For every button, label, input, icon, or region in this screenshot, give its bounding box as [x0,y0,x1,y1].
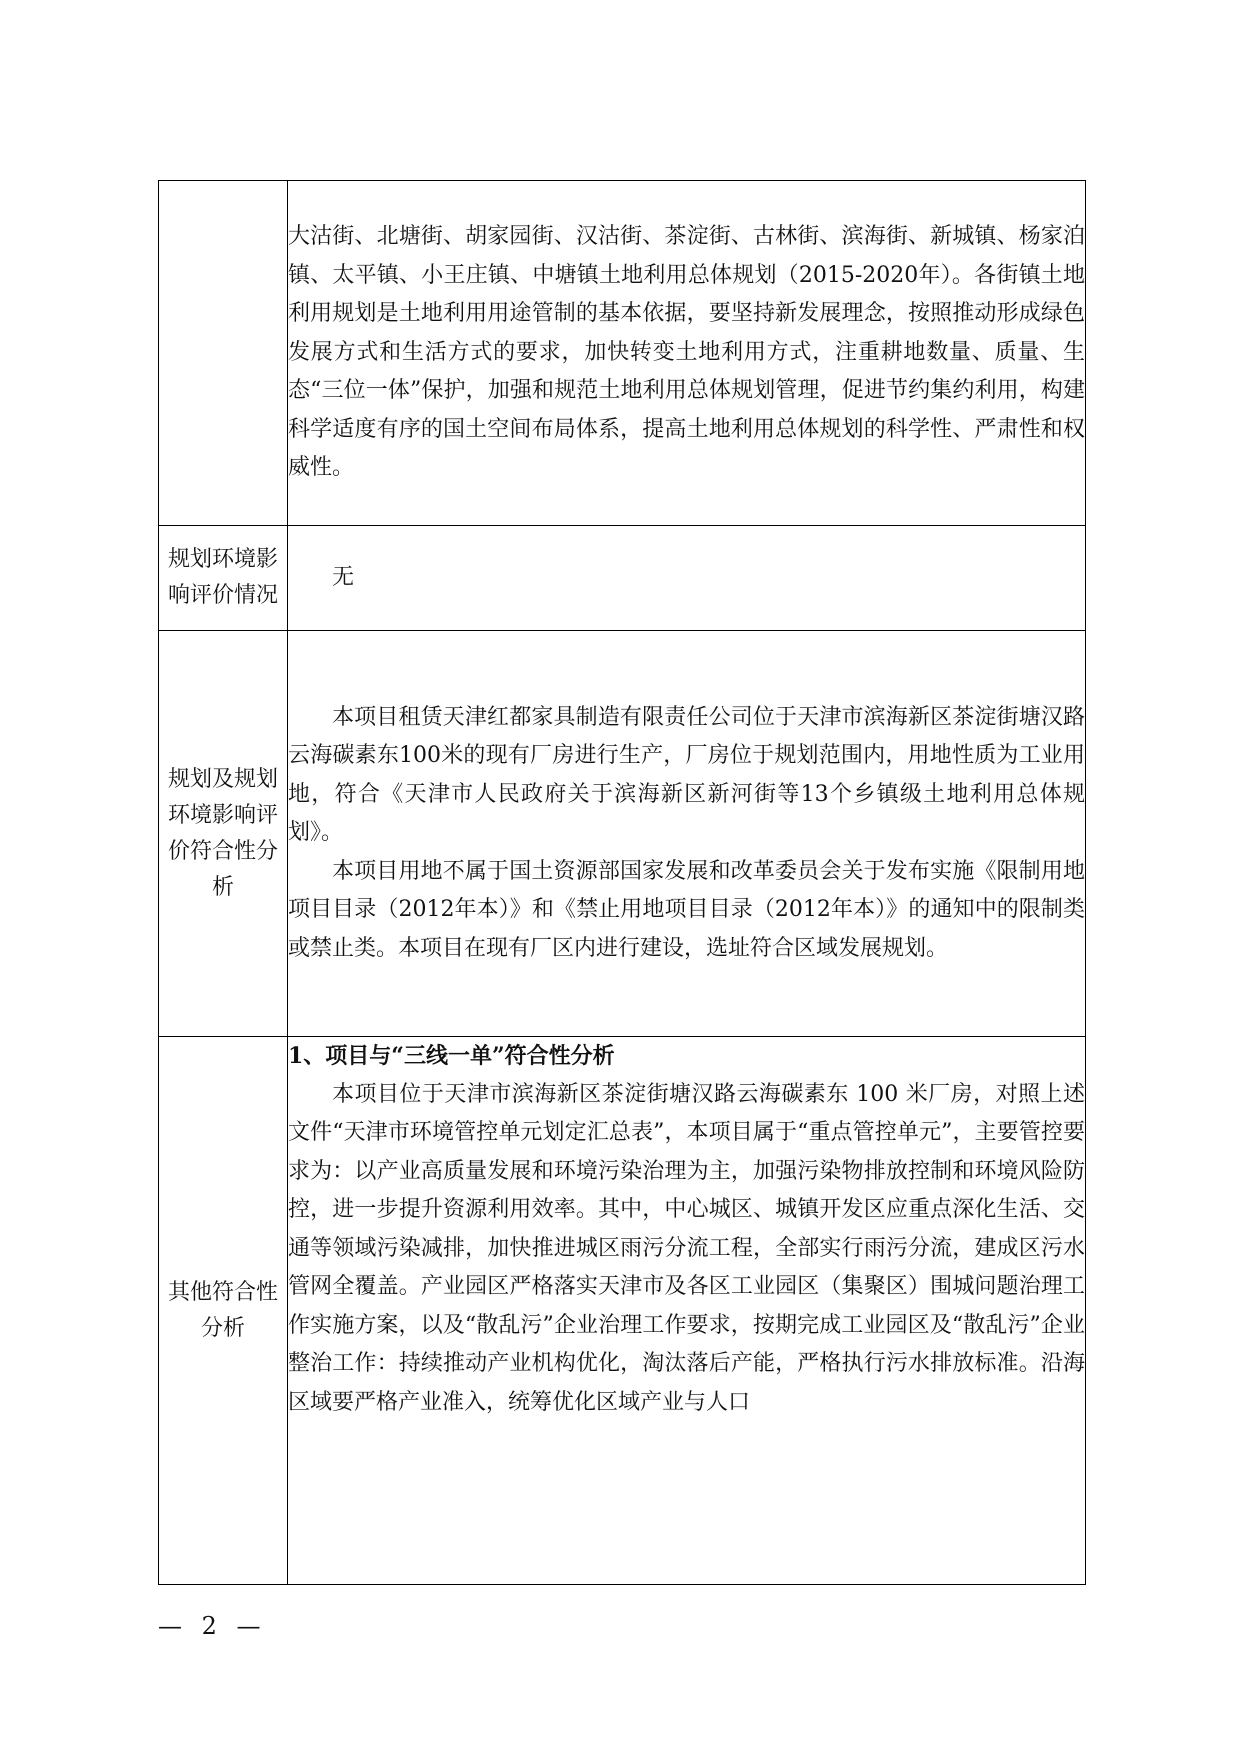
content-table [158,180,1086,1585]
row-label: 规划及规划环境影响评价符合性分析 [159,631,288,1037]
table-row [159,526,1086,631]
table-row [159,1037,1086,1585]
paragraph: 本项目用地不属于国土资源部国家发展和改革委员会关于发布实施《限制用地项目目录（2012年本）》和《禁止用地项目目录（2012年本）》的通知中的限制类或禁止类。本项目在现有厂区内进行建设，选址符合区域发展规划。 [288,858,1085,961]
row-content [288,181,1086,526]
row-label: 规划环境影响评价情况 [159,526,288,631]
row-label: 其他符合性分析 [159,1037,288,1585]
row-content [288,526,1086,631]
section-heading: 1、项目与“三线一单”符合性分析 [288,1043,615,1069]
page-number: — 2 — [158,1612,267,1640]
table-row [159,631,1086,1037]
paragraph: 本项目位于天津市滨海新区茶淀街塘汉路云海碳素东 100 米厂房，对照上述文件“天津市环境管控单元划定汇总表”，本项目属于“重点管控单元”，主要管控要求为：以产业高质量发展和环境污染治理为主，加强污染物排放控制和环境风险防控，进一步提升资源利用效率。其中，中心城区、城镇开发区应重点深化生活、交通等领域污染减排，加快推进城区雨污分流工程，全部实行雨污分流，建成区污水管网全覆盖。产业园区严格落实天津市及各区工业园区（集聚区）围城问题治理工作实施方案，以及“散乱污”企业治理工作要求，按期完成工业园区及“散乱污”企业整治工作：持续推动产业机构优化，淘汰落后产能，严格执行污水排放标准。沿海区域要严格产业准入，统筹优化区域产业与人口 [288,1081,1085,1415]
row-content [288,1037,1086,1585]
paragraph: 无 [332,564,355,590]
row-label [159,181,288,526]
row-content [288,631,1086,1037]
paragraph: 本项目租赁天津红都家具制造有限责任公司位于天津市滨海新区茶淀街塘汉路云海碳素东100米的现有厂房进行生产，厂房位于规划范围内，用地性质为工业用地，符合《天津市人民政府关于滨海新区新河街等13个乡镇级土地利用总体规划》。 [288,704,1085,846]
table-row [159,181,1086,526]
paragraph: 大沽街、北塘街、胡家园街、汉沽街、茶淀街、古林街、滨海街、新城镇、杨家泊镇、太平镇、小王庄镇、中塘镇土地利用总体规划（2015-2020年）。各街镇土地利用规划是土地利用用途管制的基本依据，要坚持新发展理念，按照推动形成绿色发展方式和生活方式的要求，加快转变土地利用方式，注重耕地数量、质量、生态“三位一体”保护，加强和规范土地利用总体规划管理，促进节约集约利用，构建科学适度有序的国土空间布局体系，提高土地利用总体规划的科学性、严肃性和权威性。 [288,224,1085,481]
